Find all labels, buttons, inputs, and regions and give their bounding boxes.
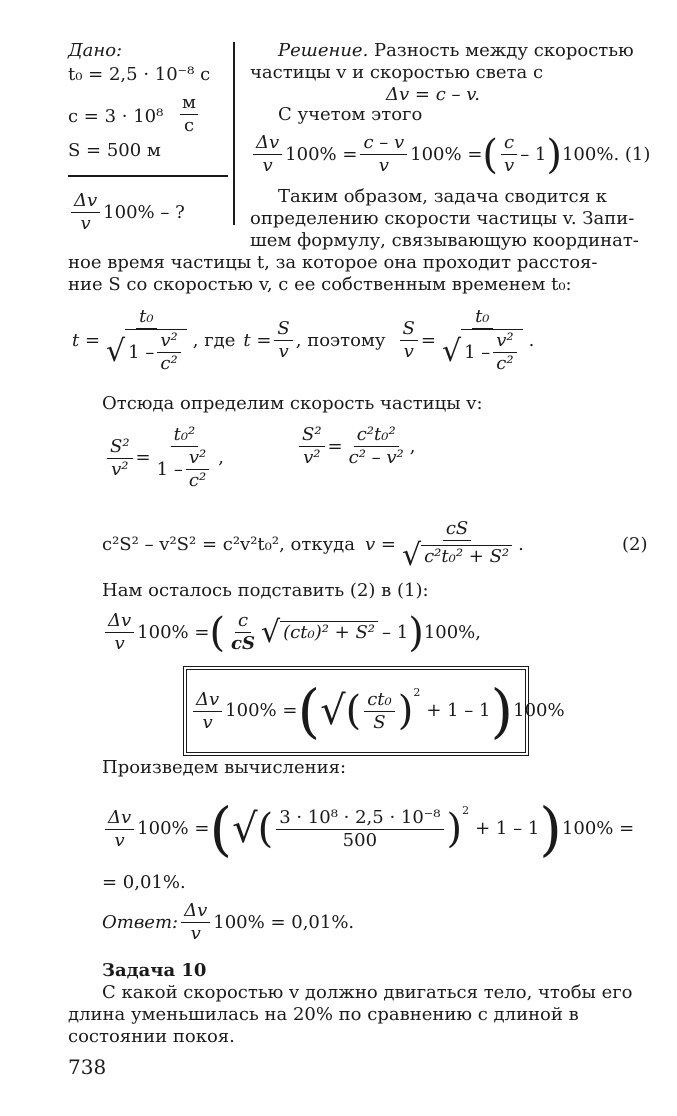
given-c: c = 3 · 10⁸ (68, 106, 164, 127)
task10-line1: С какой скоростью v должно двигаться тело, чтобы его (102, 982, 633, 1003)
eq-dv: Δv = c – v. (386, 84, 480, 105)
p4: Отсюда определим скорость частицы v: (102, 393, 483, 414)
equation-7: $\frac{\Delta v}{v}$ 100% = ( √ ( $\frac{\text{ct₀}}{S}$ ) $^2$ + 1 – 1 ) 100% (190, 682, 565, 740)
equation-8: $\frac{\Delta v}{v}$ 100% = ( √ ( $\frac{\text{3 · 10⁸ · 2,5 · 10⁻⁸}}{500}$ ) $^2$ + 1 – 1 ) 100% = (102, 800, 634, 858)
equation-4a: $\frac{\text{S²}}{\text{v²}}$ = t₀² 1 – $\frac{\text{v²}}{\text{c²}}$ , (104, 424, 224, 492)
equation-4b: $\frac{\text{S²}}{\text{v²}}$ = $\frac{\text{c²t₀²}}{\text{c² – v²}}$ , (296, 424, 416, 469)
equation-time: t = t₀ √ 1 – $\frac{\text{v²}}{\text{c²}}$ , где t = $\frac{S}{v}$ , поэтому $\frac{S}{v}$ = t₀ √ 1 – $\frac{\text{v²}}{\text{c²}}$ . (72, 306, 535, 374)
equation-5: c²S² – v²S² = c²v²t₀², откуда v = cS √ c²t₀² + S² . (102, 518, 524, 573)
result-line: = 0,01%. (102, 872, 186, 893)
given-c-unit: м с (182, 92, 197, 136)
answer: Ответ: $\frac{\Delta v}{v}$ 100% = 0,01%. (102, 900, 355, 944)
page-number: 738 (68, 1055, 107, 1079)
p3-line1: Таким образом, задача сводится к (278, 186, 607, 207)
equation-6: $\frac{\Delta v}{v}$ 100% = ( $\frac{c}{cS}$ √ (ct₀)² + S² – 1 ) 100%, (102, 610, 481, 655)
p3-line2: определению скорости частицы v. Запи- (250, 208, 635, 229)
p3-line3: шем формулу, связывающую координат- (250, 230, 639, 251)
p3-line5: ние S со скоростью v, с ее собственным временем t₀: (68, 274, 572, 295)
given-header: Дано: (68, 40, 123, 61)
solution-line3: С учетом этого (278, 104, 423, 125)
given-divider (68, 175, 228, 177)
p6: Произведем вычисления: (102, 757, 347, 778)
given-vertical-rule (233, 42, 235, 225)
given-t0: t₀ = 2,5 · 10⁻⁸ с (68, 64, 211, 85)
p5: Нам осталось подставить (2) в (1): (102, 580, 429, 601)
given-S: S = 500 м (68, 140, 161, 161)
solution-line1: Решение. Разность между скоростью (278, 40, 634, 61)
solution-line2: частицы v и скоростью света c (250, 62, 544, 83)
task10-line2: длина уменьшилась на 20% по сравнению с длиной в (68, 1004, 579, 1025)
task10-line3: состоянии покоя. (68, 1026, 235, 1047)
task10-title: Задача 10 (102, 960, 207, 981)
given-find: $\frac{\Delta v}{v}$ 100% – ? (68, 190, 185, 235)
p3-line4: ное время частицы t, за которое она проходит расстоя- (68, 252, 598, 273)
equation-5-tag: (2) (622, 534, 648, 555)
equation-1: $\frac{\Delta v}{v}$ 100% = $\frac{c - v}{v}$ 100% = ( $\frac{c}{v}$ – 1 ) 100%. (1) (250, 132, 650, 177)
